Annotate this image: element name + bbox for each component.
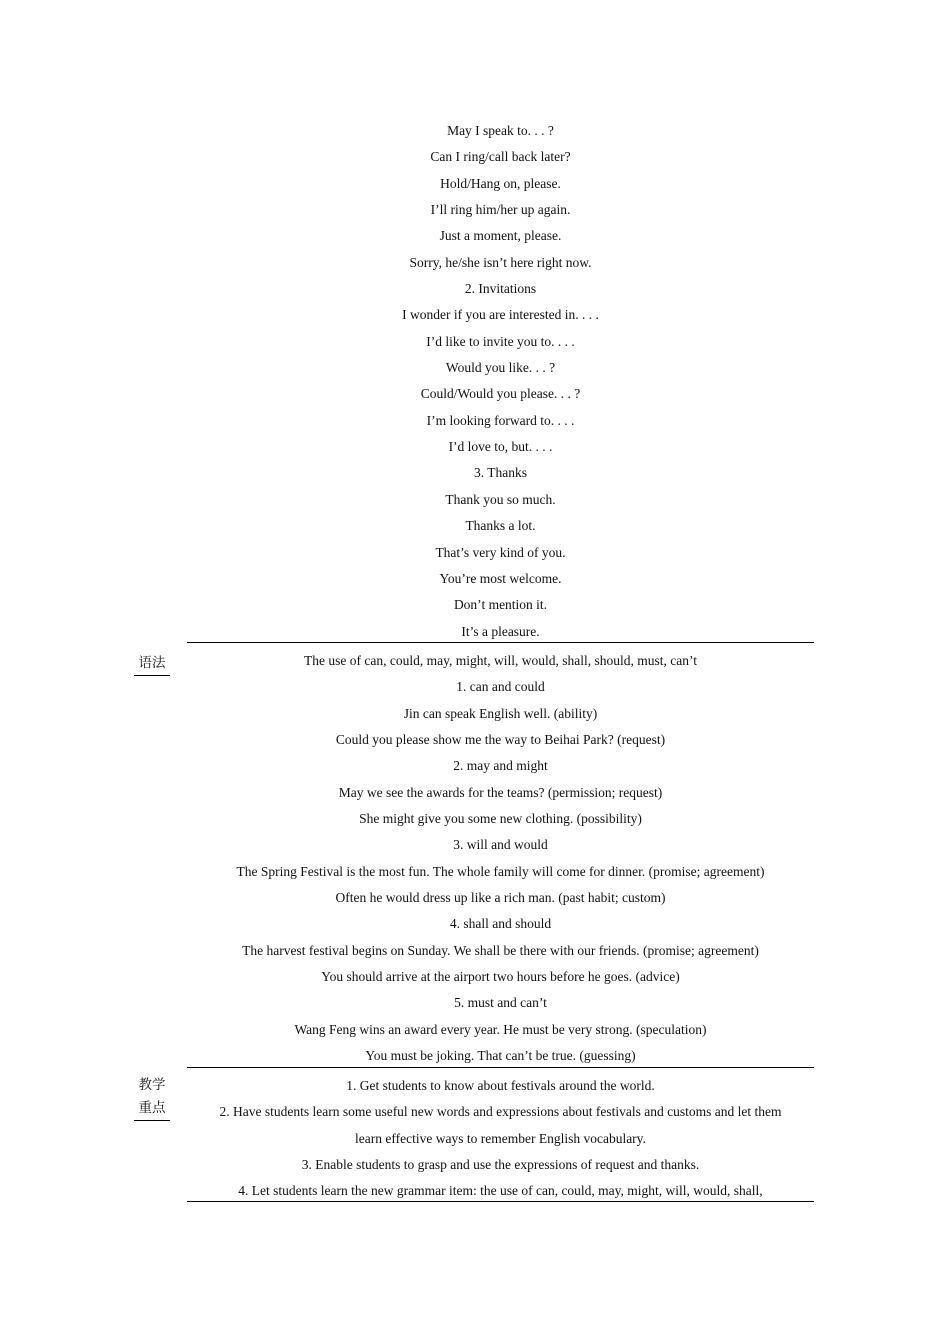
grammar-line: 2. may and might [453,758,548,774]
grammar-line: 4. shall and should [449,916,552,932]
teaching-focus-line: 4. Let students learn the new grammar item: the use of can, could, may, might, will, would, shall, [238,1183,763,1199]
grammar-line: Wang Feng wins an award every year. He must be very strong. (speculation) [294,1021,707,1037]
expression-line: Can I ring/call back later? [430,149,571,165]
expression-line: Could/Would you please. . . ? [420,386,581,402]
teaching-focus-line: 3. Enable students to grasp and use the expressions of request and thanks. [301,1157,700,1173]
teaching-focus-line: 2. Have students learn some useful new words and expressions about festivals and customs and let them [219,1104,782,1120]
teaching-focus-line: learn effective ways to remember English vocabulary. [355,1130,646,1146]
phone-expressions-block [187,118,814,645]
grammar-line: The Spring Festival is the most fun. The whole family will come for dinner. (promise; agreement) [236,863,765,879]
expression-line: Don’t mention it. [453,597,548,613]
expression-line: 3. Thanks [474,465,527,481]
expression-line: I’d like to invite you to. . . . [426,333,575,349]
grammar-line: You must be joking. That can’t be true. (guessing) [365,1048,636,1064]
teaching-focus-label-text: 教学 [138,1077,166,1093]
expression-line: May I speak to. . . ? [447,123,554,138]
expression-line: I’ll ring him/her up again. [430,202,571,218]
divider-1 [187,642,814,643]
expression-line: I wonder if you are interested in. . . . [402,307,599,323]
grammar-line: The use of can, could, may, might, will, would, shall, should, must, can’t [304,653,697,668]
expression-line: Thanks a lot. [465,518,536,534]
expression-line: Thank you so much. [445,491,556,507]
grammar-line: 5. must and can’t [454,995,547,1011]
grammar-line: 1. can and could [456,679,545,695]
expression-line: Hold/Hang on, please. [440,175,561,191]
expression-line: It’s a pleasure. [461,623,540,639]
expression-line: You’re most welcome. [439,570,562,586]
divider-2 [187,1067,814,1068]
expression-line: 2. Invitations [464,281,537,297]
expression-line: I’d love to, but. . . . [448,439,553,455]
expression-line: That’s very kind of you. [435,544,566,560]
grammar-label-text: 语法 [138,655,166,671]
expression-line: I’m looking forward to. . . . [426,412,575,428]
grammar-line: Jin can speak English well. (ability) [403,705,598,721]
expression-line: Just a moment, please. [439,228,562,244]
grammar-block [187,648,814,1070]
teaching-focus-label-text: 重点 [138,1100,166,1116]
teaching-focus-label [134,1074,170,1121]
grammar-line: You should arrive at the airport two hours before he goes. (advice) [321,969,680,985]
grammar-line: Often he would dress up like a rich man. (past habit; custom) [335,890,666,906]
grammar-line: Could you please show me the way to Beihai Park? (request) [335,732,666,748]
divider-3 [187,1201,814,1202]
teaching-focus-line: 1. Get students to know about festivals around the world. [346,1078,655,1093]
grammar-line: 3. will and would [453,837,548,853]
grammar-line: The harvest festival begins on Sunday. We shall be there with our friends. (promise; agreement) [242,942,759,958]
expression-line: Would you like. . . ? [445,360,556,376]
grammar-line: She might give you some new clothing. (possibility) [359,811,642,827]
expression-line: Sorry, he/she isn’t here right now. [409,254,592,270]
grammar-label [134,652,170,676]
grammar-line: May we see the awards for the teams? (permission; request) [338,784,663,800]
teaching-focus-block [187,1073,814,1205]
